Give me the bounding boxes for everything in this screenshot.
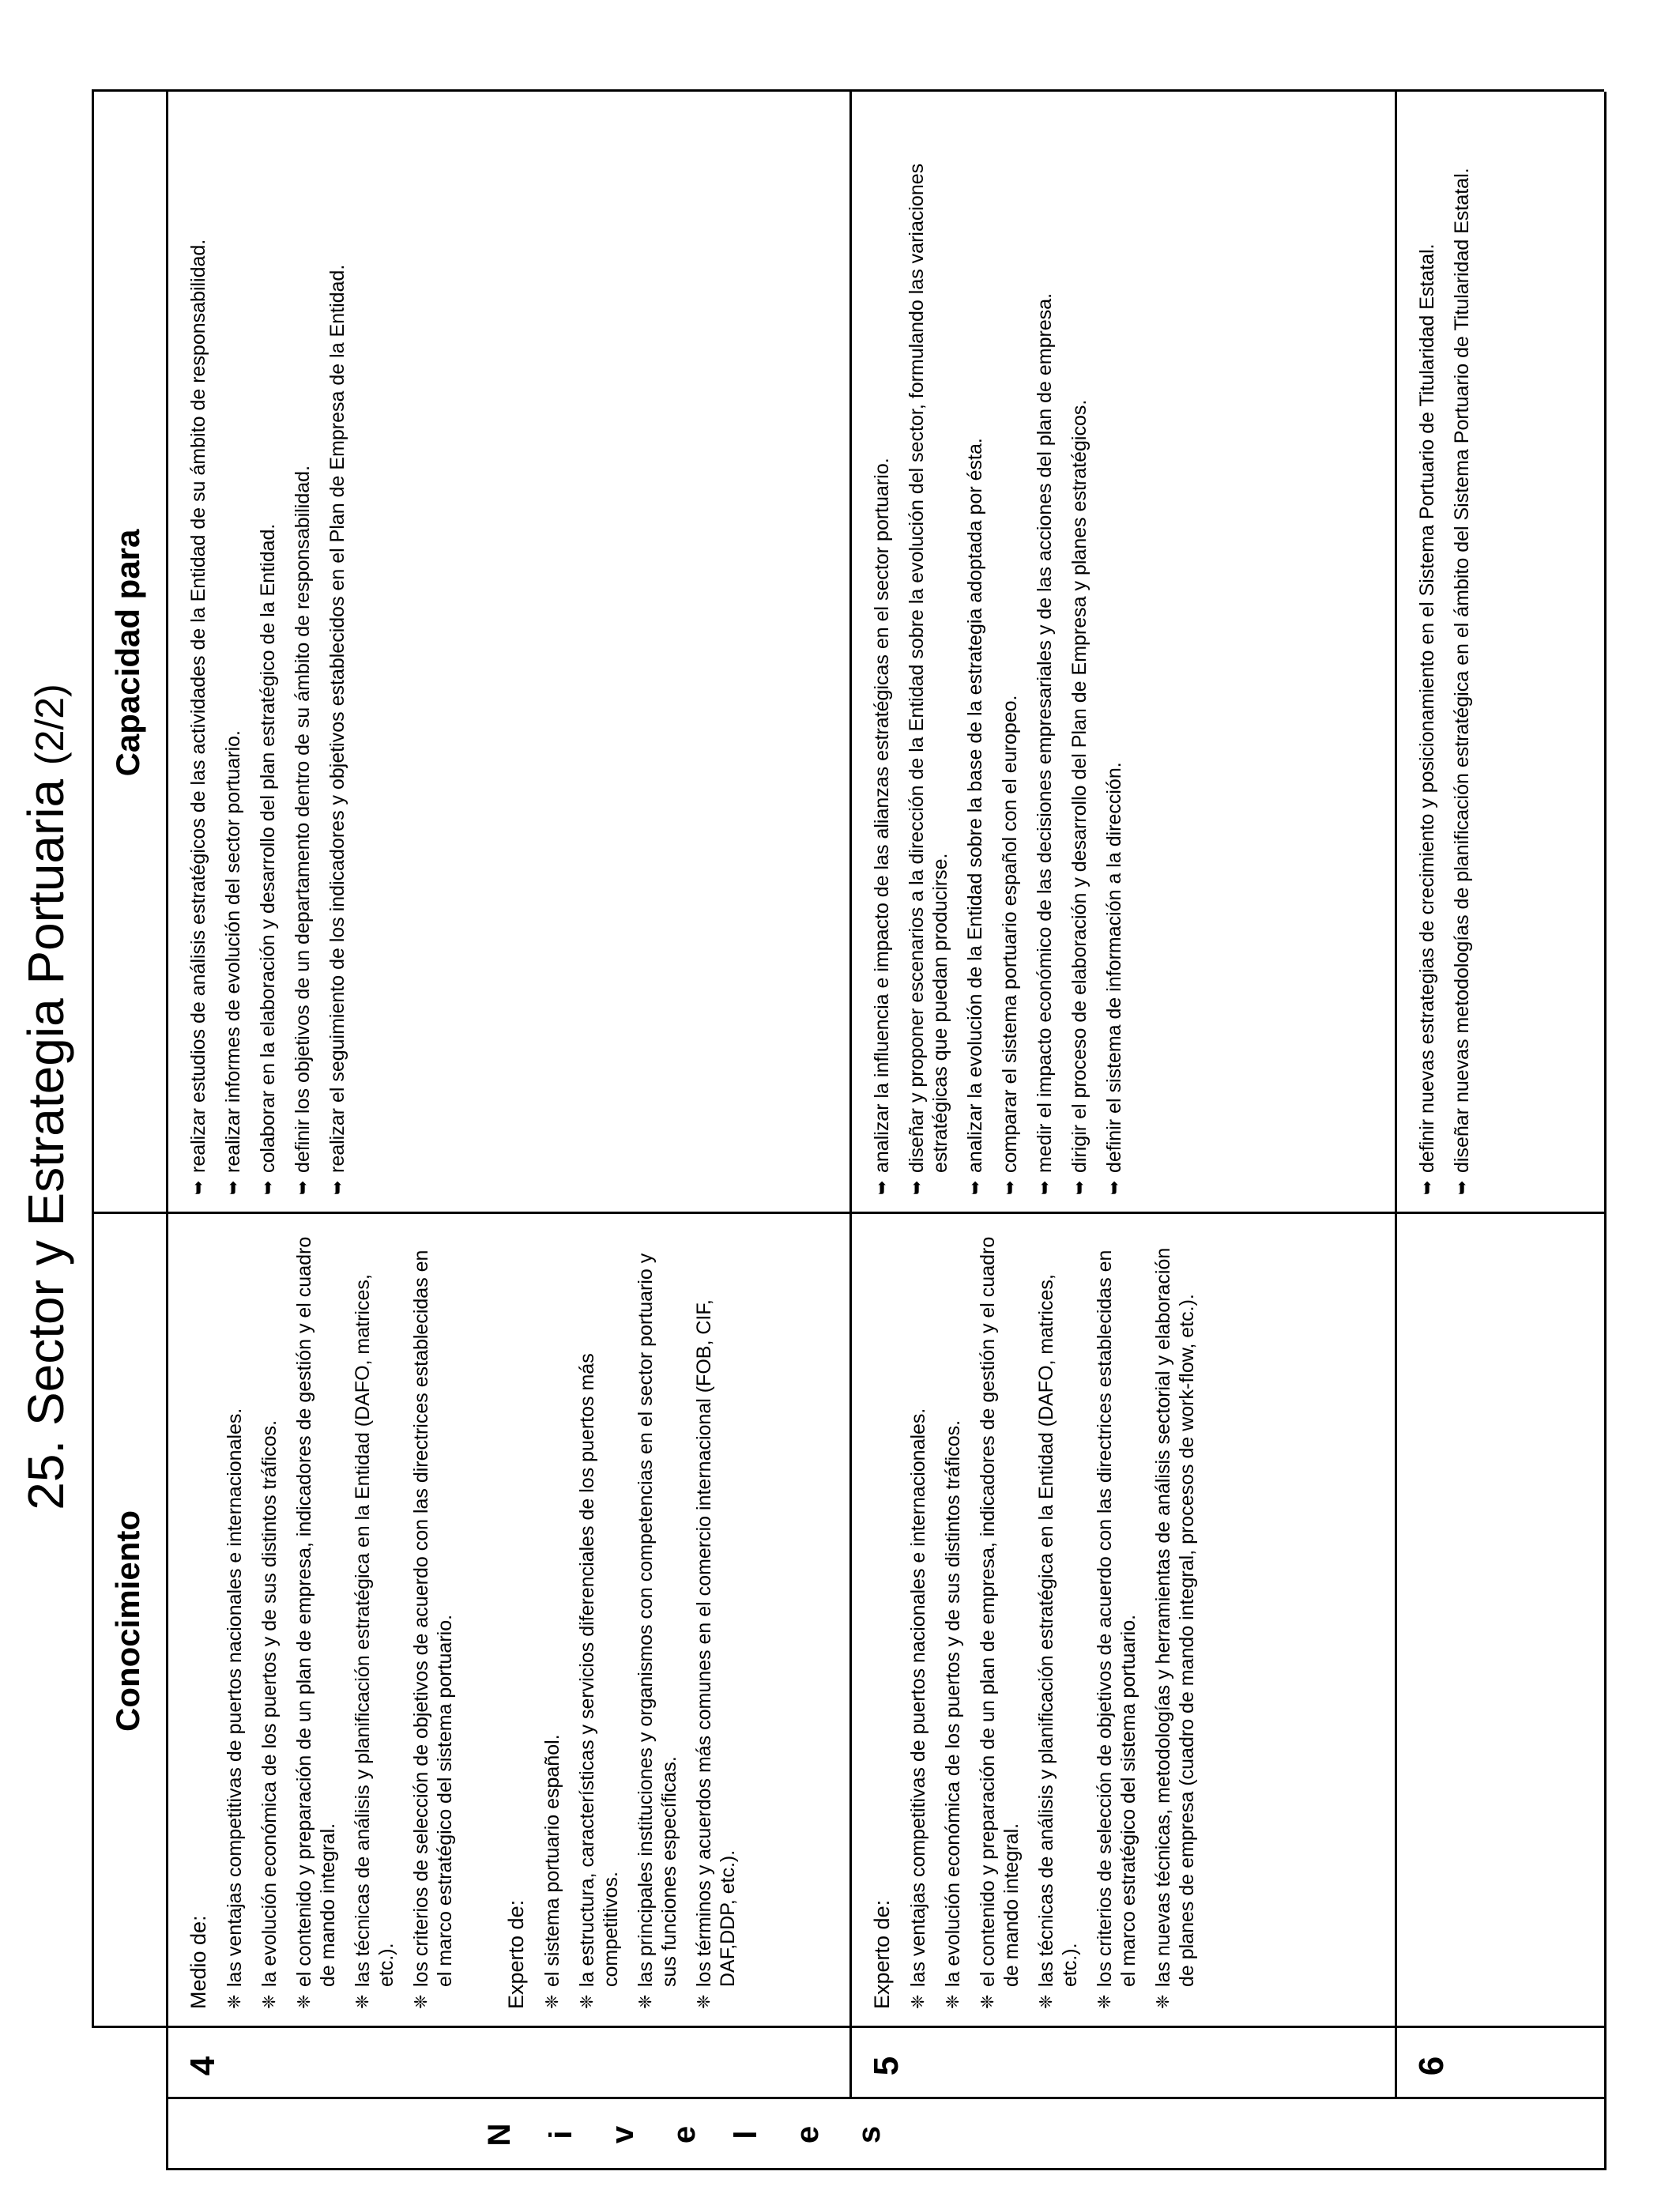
bullet-list xyxy=(223,1233,457,2009)
list-item xyxy=(291,111,315,1195)
side-label-letter: s xyxy=(852,2125,887,2144)
bullet-list xyxy=(186,111,349,1195)
gear-bullet-icon: ❈ xyxy=(224,1994,244,2009)
bullet-list xyxy=(870,111,1126,1195)
list-item-text: la evolución económica de los puertos y de sus distintos tráficos. xyxy=(942,1419,964,1987)
gear-bullet-icon: ❈ xyxy=(694,1994,714,2009)
side-label-letter: l xyxy=(729,2130,764,2139)
list-item-text: comparar el sistema portuario español con el europeo. xyxy=(999,695,1021,1173)
list-item xyxy=(223,1233,247,2009)
list-item-text: realizar informes de evolución del sector portuario. xyxy=(222,730,244,1173)
arrow-bullet-icon: ➥ xyxy=(258,1180,277,1195)
knowledge-cell-level-5 xyxy=(870,1233,1384,2009)
gear-bullet-icon: ❈ xyxy=(908,1994,928,2009)
list-item xyxy=(258,1233,281,2009)
list-item-text: analizar la influencia e impacto de las alianzas estratégicas en el sector portuario. xyxy=(871,458,893,1173)
gear-bullet-icon: ❈ xyxy=(294,1994,314,2009)
table-column-divider xyxy=(92,1212,1604,1214)
list-item-text: las técnicas de análisis y planificación estratégica en la Entidad (DAFO, matrices, etc.). xyxy=(1035,1274,1081,1987)
list-item xyxy=(1093,1233,1140,2009)
title-main: 25. Sector y Estrategia Portuaria xyxy=(17,778,74,1510)
list-item-text: las principales instituciones y organismos con competencias en el sector portuario y sus funciones específicas. xyxy=(635,1253,680,1987)
arrow-bullet-icon: ➥ xyxy=(327,1180,347,1195)
arrow-bullet-icon: ➥ xyxy=(872,1180,891,1195)
list-item-text: medir el impacto económico de las decisiones empresariales y de las acciones del plan de empresa. xyxy=(1034,292,1056,1173)
list-item xyxy=(1033,111,1057,1195)
row-divider-1 xyxy=(1395,92,1397,2099)
gear-bullet-icon: ❈ xyxy=(943,1994,962,2009)
list-item xyxy=(634,1233,681,2009)
levels-side-bottom xyxy=(1604,2099,1607,2170)
header-knowledge: Conocimiento xyxy=(109,1510,146,1732)
gear-bullet-icon: ❈ xyxy=(352,1994,372,2009)
list-item-text: definir los objetivos de un departamento dentro de su ámbito de responsabilidad. xyxy=(292,465,314,1173)
list-item-text: las ventajas competitivas de puertos nacionales e internacionales. xyxy=(907,1408,929,1987)
list-item-text: dirigir el proceso de elaboración y desarrollo del Plan de Empresa y planes estratégicos. xyxy=(1068,399,1090,1173)
list-item xyxy=(1068,111,1091,1195)
list-item xyxy=(1034,1233,1082,2009)
knowledge-cell-level-6 xyxy=(1415,1233,1593,2009)
arrow-bullet-icon: ➥ xyxy=(188,1180,208,1195)
table-header-divider xyxy=(166,92,168,2099)
capacity-cell-level-5 xyxy=(870,111,1384,1195)
list-item-text: la estructura, características y servicios diferenciales de los puertos más competitivos. xyxy=(576,1353,622,1987)
list-item xyxy=(1151,1233,1199,2009)
list-item xyxy=(575,1233,623,2009)
list-item xyxy=(292,1233,340,2009)
list-item-text: el contenido y preparación de un plan de empresa, indicadores de gestión y el cuadro de mando integral. xyxy=(977,1236,1023,1987)
list-item-text: los términos y acuerdos más comunes en el comercio internacional (FOB, CIF, DAF,DDP, etc.). xyxy=(693,1299,739,1987)
arrow-bullet-icon: ➥ xyxy=(1000,1180,1019,1195)
side-label-letter: v xyxy=(605,2125,641,2144)
list-item xyxy=(998,111,1022,1195)
list-item xyxy=(905,111,952,1195)
list-item-text: diseñar y proponer escenarios a la dirección de la Entidad sobre la evolución del sector, formulando las variaciones estratégicas que puedan producirse. xyxy=(906,163,951,1173)
row-divider-2 xyxy=(1604,92,1607,2099)
page-title xyxy=(14,0,81,2194)
list-item xyxy=(976,1233,1023,2009)
list-item-text: definir nuevas estrategias de crecimiento y posicionamiento en el Sistema Portuario de Titularidad Estatal. xyxy=(1416,243,1438,1173)
arrow-bullet-icon: ➥ xyxy=(965,1180,985,1195)
header-capacity: Capacidad para xyxy=(109,529,146,777)
list-item-text: la evolución económica de los puertos y de sus distintos tráficos. xyxy=(258,1419,281,1987)
arrow-bullet-icon: ➥ xyxy=(1034,1180,1054,1195)
arrow-bullet-icon: ➥ xyxy=(906,1180,926,1195)
list-item xyxy=(326,111,349,1195)
arrow-bullet-icon: ➥ xyxy=(1452,1180,1471,1195)
list-item xyxy=(1415,111,1439,1195)
list-item xyxy=(1450,111,1474,1195)
gear-bullet-icon: ❈ xyxy=(977,1994,997,2009)
level-number-4: 4 xyxy=(183,2056,222,2076)
knowledge-group-label: Medio de: xyxy=(186,1915,210,2009)
level-number-6: 6 xyxy=(1412,2056,1451,2076)
list-item xyxy=(692,1233,740,2009)
gear-bullet-icon: ❈ xyxy=(542,1994,562,2009)
list-item-text: realizar el seguimiento de los indicadores y objetivos establecidos en el Plan de Empresa de la Entidad. xyxy=(326,264,348,1173)
arrow-bullet-icon: ➥ xyxy=(223,1180,243,1195)
bullet-list xyxy=(1415,111,1474,1195)
row-divider-0 xyxy=(849,92,852,2099)
gear-bullet-icon: ❈ xyxy=(577,1994,597,2009)
list-item xyxy=(186,111,210,1195)
list-item-text: las ventajas competitivas de puertos nacionales e internacionales. xyxy=(224,1408,246,1987)
list-item-text: definir el sistema de información a la dirección. xyxy=(1103,762,1125,1173)
list-item-text: el contenido y preparación de un plan de empresa, indicadores de gestión y el cuadro de mando integral. xyxy=(293,1236,339,1987)
bullet-list xyxy=(906,1233,1199,2009)
title-suffix: (2/2) xyxy=(28,684,72,766)
table-border-left xyxy=(92,2026,1604,2028)
knowledge-group-label: Experto de: xyxy=(504,1899,528,2009)
niveles-side-label xyxy=(166,2099,1604,2170)
list-item-text: diseñar nuevas metodologías de planificación estratégica en el ámbito del Sistema Portuario de Titularidad Estatal. xyxy=(1451,168,1473,1173)
list-item-text: los criterios de selección de objetivos de acuerdo con las directrices establecidas en el marco estratégico del sistema portuario. xyxy=(410,1250,456,1987)
capacity-cell-level-6 xyxy=(1415,111,1593,1195)
gear-bullet-icon: ❈ xyxy=(635,1994,655,2009)
list-item xyxy=(870,111,894,1195)
gear-bullet-icon: ❈ xyxy=(259,1994,279,2009)
side-label-letter: N xyxy=(482,2123,518,2147)
gear-bullet-icon: ❈ xyxy=(1094,1994,1114,2009)
list-item-text: los criterios de selección de objetivos de acuerdo con las directrices establecidas en el marco estratégico del sistema portuario. xyxy=(1094,1250,1139,1987)
side-label-letter: e xyxy=(667,2125,703,2144)
arrow-bullet-icon: ➥ xyxy=(1417,1180,1437,1195)
arrow-bullet-icon: ➥ xyxy=(292,1180,312,1195)
capacity-cell-level-4 xyxy=(186,111,838,1195)
gear-bullet-icon: ❈ xyxy=(411,1994,431,2009)
knowledge-group-label: Experto de: xyxy=(870,1899,894,2009)
gear-bullet-icon: ❈ xyxy=(1036,1994,1056,2009)
arrow-bullet-icon: ➥ xyxy=(1069,1180,1089,1195)
list-item-text: analizar la evolución de la Entidad sobre la base de la estrategia adoptada por ésta. xyxy=(964,438,986,1173)
list-item xyxy=(541,1233,564,2009)
table-border-top xyxy=(92,92,94,2028)
list-item-text: el sistema portuario español. xyxy=(541,1734,563,1987)
level-number-5: 5 xyxy=(867,2056,906,2076)
list-item xyxy=(941,1233,965,2009)
list-item xyxy=(409,1233,457,2009)
arrow-bullet-icon: ➥ xyxy=(1104,1180,1124,1195)
list-item xyxy=(1102,111,1126,1195)
table-border-right xyxy=(92,89,1604,92)
knowledge-cell-level-4 xyxy=(186,1233,838,2009)
list-item-text: las técnicas de análisis y planificación estratégica en la Entidad (DAFO, matrices, etc.). xyxy=(352,1274,397,1987)
list-item xyxy=(963,111,987,1195)
list-item-text: colaborar en la elaboración y desarrollo del plan estratégico de la Entidad. xyxy=(257,523,279,1173)
list-item xyxy=(221,111,245,1195)
list-item-text: realizar estudios de análisis estratégicos de las actividades de la Entidad de su ámbito de responsabilidad. xyxy=(187,239,209,1173)
bullet-list xyxy=(541,1233,740,2009)
gear-bullet-icon: ❈ xyxy=(1153,1994,1173,2009)
side-label-letter: i xyxy=(544,2130,579,2139)
list-item xyxy=(351,1233,398,2009)
list-item xyxy=(256,111,280,1195)
list-item-text: las nuevas técnicas, metodologías y herramientas de análisis sectorial y elaboración de planes de empresa (cuadro de mando integral, procesos de work-flow, etc.). xyxy=(1152,1247,1198,1987)
list-item xyxy=(906,1233,930,2009)
side-label-letter: e xyxy=(790,2125,826,2144)
